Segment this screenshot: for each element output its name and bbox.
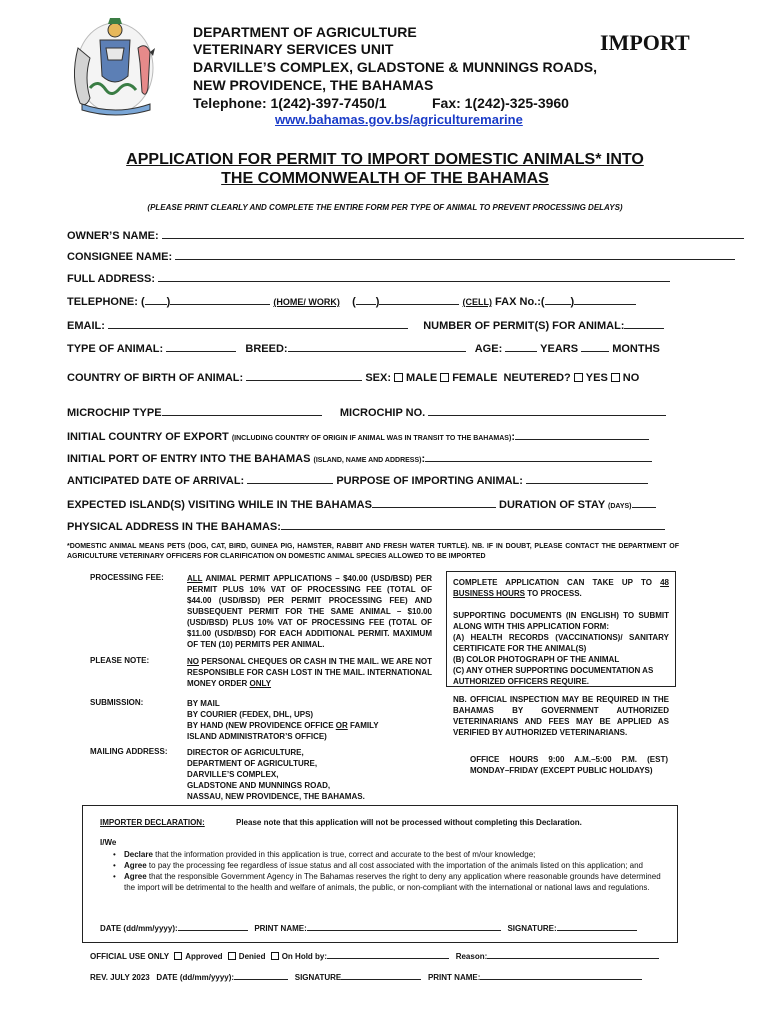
owner-name-row (67, 229, 744, 242)
telephone-row: TELEPHONE: ( ) (HOME/ WORK) ( ) (CELL) FAX No.:( ) (67, 295, 636, 308)
islands-label: EXPECTED ISLAND(S) VISITING WHILE IN THE BAHAMAS (67, 499, 372, 511)
decl-date-label: DATE (dd/mm/yyyy): (100, 924, 178, 933)
owner-name-field[interactable] (162, 229, 744, 239)
no-label: NO (622, 372, 640, 384)
animal-type-row (67, 342, 660, 355)
please-note-text (187, 656, 432, 689)
female-label: FEMALE (452, 372, 498, 384)
decl-signature-field[interactable] (557, 923, 637, 931)
note-only: ONLY (249, 679, 272, 688)
port-entry-note: (ISLAND, NAME AND ADDRESS) (313, 457, 422, 464)
microchip-type-field[interactable] (162, 406, 322, 416)
email-label: EMAIL: (67, 320, 105, 332)
purpose-label: PURPOSE OF IMPORTING ANIMAL: (336, 475, 523, 487)
decl-date-field[interactable] (178, 923, 248, 931)
home-work-label: (HOME/ WORK) (273, 297, 340, 307)
submission-label: SUBMISSION: (90, 698, 144, 707)
physical-address-label: PHYSICAL ADDRESS IN THE BAHAMAS: (67, 521, 281, 533)
islands-row (67, 498, 656, 511)
permits-field[interactable] (624, 319, 664, 329)
years-label: YEARS (540, 343, 579, 355)
submission-hand (187, 720, 432, 731)
neutered-no-checkbox[interactable] (611, 373, 620, 382)
arrival-label: ANTICIPATED DATE OF ARRIVAL: (67, 475, 245, 487)
declaration-sign-row (100, 923, 637, 934)
arrival-row (67, 474, 648, 487)
denied-checkbox[interactable] (228, 952, 236, 960)
submission-island: ISLAND ADMINISTRATOR’S OFFICE) (187, 732, 327, 741)
mailing-address-text (187, 747, 432, 802)
mail-line3: DARVILLE’S COMPLEX, (187, 770, 279, 779)
breed-field[interactable] (288, 342, 466, 352)
coat-of-arms-seal (50, 18, 190, 118)
mail-line1: DIRECTOR OF AGRICULTURE, (187, 748, 304, 757)
revision-label: REV. JULY 2023 (90, 973, 150, 982)
birth-country-label: COUNTRY OF BIRTH OF ANIMAL: (67, 372, 244, 384)
birth-country-field[interactable] (246, 371, 362, 381)
animal-type-field[interactable] (166, 342, 236, 352)
approved-label: Approved (185, 952, 223, 961)
processing-fee-label: PROCESSING FEE: (90, 573, 164, 582)
onhold-field[interactable] (327, 951, 449, 959)
permits-label: NUMBER OF PERMIT(S) FOR ANIMAL: (423, 320, 625, 332)
denied-label: Denied (238, 952, 266, 961)
breed-label: BREED: (245, 343, 288, 355)
purpose-field[interactable] (526, 474, 648, 484)
days-label: (DAYS) (608, 503, 632, 510)
iwe-label: I/We (100, 838, 117, 847)
official-signature-field[interactable] (341, 972, 421, 980)
header-telephone: Telephone: 1(242)-397-7450/1 (193, 95, 387, 111)
official-print-label: PRINT NAME: (427, 973, 481, 982)
website-link[interactable]: www.bahamas.gov.bs/agriculturemarine (275, 112, 523, 127)
cell-label: (CELL) (462, 297, 492, 307)
physical-address-row (67, 520, 665, 533)
doc-c: (C) ANY OTHER SUPPORTING DOCUMENTATION AS AUTHORIZED OFFICERS REQUIRE. (453, 666, 654, 686)
consignee-label: CONSIGNEE NAME: (67, 251, 173, 263)
telephone-field[interactable] (170, 295, 270, 305)
microchip-type-label: MICROCHIP TYPE (67, 407, 162, 419)
domestic-animal-note: *DOMESTIC ANIMAL MEANS PETS (DOG, CAT, BIRD, GUINEA PIG, HAMSTER, RABBIT AND FRESH WATER TURTLE). NB. IF IN DOUBT, PLEASE CONTACT THE DEPARTMENT OF AGRICULTURE VETERINARY OFFICERS FOR CLARIFICATION ON DOMESTIC ANIMAL SPECIES ALLOWED TO BE IMPORTED (67, 543, 679, 560)
header-address2: NEW PROVIDENCE, THE BAHAMAS (193, 77, 434, 93)
submission-text (187, 698, 432, 742)
declare-word: Declare (124, 850, 153, 859)
mail-line5: NASSAU, NEW PROVIDENCE, THE BAHAMAS. (187, 792, 365, 801)
age-label: AGE: (474, 343, 503, 355)
form-type-label: IMPORT (600, 30, 690, 55)
declaration-warning: Please note that this application will not be processed without completing this Declaration. (236, 818, 582, 827)
approved-checkbox[interactable] (174, 952, 182, 960)
address-field[interactable] (158, 272, 670, 282)
consignee-row (67, 250, 735, 263)
fax-area-field[interactable] (545, 295, 571, 305)
form-title-line2: THE COMMONWEALTH OF THE BAHAMAS (221, 170, 549, 187)
onhold-label: On Hold by: (281, 952, 328, 961)
submission-mail: BY MAIL (187, 699, 220, 708)
fax-field[interactable] (574, 295, 636, 305)
sex-label: SEX: (365, 372, 392, 384)
mail-line4: GLADSTONE AND MUNNINGS ROAD, (187, 781, 331, 790)
agree-word: Agree (124, 861, 147, 870)
export-country-note: (INCLUDING COUNTRY OF ORIGIN IF ANIMAL WAS IN TRANSIT TO THE BAHAMAS) (231, 435, 512, 442)
agree-rights-text: that the responsible Government Agency in The Bahamas reserves the right to deny any application where reasonable grounds have determined the import will be detrimental to the health and welfare of animals, the public, or non-compliant with the international or national laws and regulations. (124, 872, 661, 892)
export-country-label: INITIAL COUNTRY OF EXPORT (67, 431, 229, 443)
mailing-address-label: MAILING ADDRESS: (90, 747, 168, 756)
inspection-note: NB. OFFICIAL INSPECTION MAY BE REQUIRED IN THE BAHAMAS BY GOVERNMENT AUTHORIZED VETERINARIANS AND FEES MAY BE APPLIED AS VERIFIED BY AUTHORIZED VETERINARIANS. (453, 695, 669, 737)
office-hours: OFFICE HOURS 9:00 A.M.–5:00 P.M. (EST) MONDAY–FRIDAY (EXCEPT PUBLIC HOLIDAYS) (470, 755, 668, 775)
port-entry-label: INITIAL PORT OF ENTRY INTO THE BAHAMAS (67, 453, 311, 465)
export-country-row: INITIAL COUNTRY OF EXPORT (INCLUDING COUNTRY OF ORIGIN IF ANIMAL WAS IN TRANSIT TO THE BAHAMAS): (67, 430, 649, 443)
please-note-label: PLEASE NOTE: (90, 656, 150, 665)
rev-row (90, 972, 642, 983)
age-years-field[interactable] (505, 342, 537, 352)
form-title-line1: APPLICATION FOR PERMIT TO IMPORT DOMESTIC ANIMALS* INTO (126, 151, 644, 168)
instruction-text: (PLEASE PRINT CLEARLY AND COMPLETE THE ENTIRE FORM PER TYPE OF ANIMAL TO PREVENT PROCESSING DELAYS) (147, 203, 623, 212)
duration-field[interactable] (632, 498, 656, 508)
port-entry-field[interactable] (425, 452, 652, 462)
supporting-docs: SUPPORTING DOCUMENTS (IN ENGLISH) TO SUBMIT ALONG WITH THIS APPLICATION FORM: (453, 611, 669, 631)
to-process: TO PROCESS. (527, 589, 582, 598)
email-row (67, 319, 664, 332)
consignee-field[interactable] (175, 250, 735, 260)
declaration-label: IMPORTER DECLARATION: (100, 818, 205, 827)
submission-courier: BY COURIER (FEDEX, DHL, UPS) (187, 710, 314, 719)
official-row (90, 951, 659, 962)
telephone-area-field[interactable] (145, 295, 167, 305)
microchip-no-field[interactable] (428, 406, 666, 416)
physical-address-field[interactable] (281, 520, 665, 530)
arrival-field[interactable] (247, 474, 333, 484)
reason-field[interactable] (487, 951, 659, 959)
official-date-field[interactable] (234, 972, 288, 980)
header-unit: VETERINARY SERVICES UNIT (193, 41, 394, 57)
neutered-label: NEUTERED? (503, 372, 571, 384)
microchip-row (67, 406, 666, 419)
reason-label: Reason: (455, 952, 488, 961)
header-dept: DEPARTMENT OF AGRICULTURE (193, 24, 417, 40)
processing-all: ALL (187, 574, 203, 583)
declaration-item (110, 860, 670, 871)
duration-label: DURATION OF STAY (499, 499, 605, 511)
official-print-field[interactable] (480, 972, 642, 980)
islands-field[interactable] (372, 498, 496, 508)
processing-body: ANIMAL PERMIT APPLICATIONS – $40.00 (USD/BSD) PER PERMIT PLUS 10% VAT OF PROCESSING FEE (TOTAL OF $44.00 (USD/BSD) PER PERMIT PROCESSING FEE) AND SUBSEQUENT PERMIT FOR THE SAME ANIMAL – $10.00 (USD/BSD) PLUS 10% VAT OF PROCESSING FEE (TOTAL OF $11.00 (USD/BSD) FOR EACH ADDITIONAL PERMIT. MAXIMUM OF TEN (10) PERMITS PER ANIMAL. (187, 574, 432, 649)
note-no: NO (187, 657, 199, 666)
onhold-checkbox[interactable] (271, 952, 279, 960)
months-label: MONTHS (612, 343, 660, 355)
note-body: PERSONAL CHEQUES OR CASH IN THE MAIL. WE ARE NOT RESPONSIBLE FOR CASH LOST IN THE MAIL. INTERNATIONAL MONEY ORDER (187, 657, 432, 688)
age-months-field[interactable] (581, 342, 609, 352)
processing-fee-text (187, 573, 432, 650)
female-checkbox[interactable] (440, 373, 449, 382)
neutered-yes-checkbox[interactable] (574, 373, 583, 382)
declare-text: that the information provided in this application is true, correct and accurate to the best of m/our knowledge; (155, 850, 536, 859)
declaration-item (110, 849, 670, 860)
agree-text: to pay the processing fee regardless of issue status and all cost associated with the importation of the animals listed on this application; and (148, 861, 643, 870)
address-label: FULL ADDRESS: (67, 273, 155, 285)
address-row (67, 272, 670, 285)
doc-a: (A) HEALTH RECORDS (VACCINATIONS)/ SANITARY CERTIFICATE FOR THE ANIMAL(S) (453, 633, 669, 653)
decl-print-label: PRINT NAME: (254, 924, 307, 933)
export-country-field[interactable] (515, 430, 649, 440)
official-date-label: DATE (dd/mm/yyyy): (156, 973, 235, 982)
submission-hand-a: BY HAND (NEW PROVIDENCE OFFICE (187, 721, 334, 730)
header-fax: Fax: 1(242)-325-3960 (432, 95, 569, 111)
official-signature-label: SIGNATURE (294, 973, 342, 982)
submission-hand-b: FAMILY (350, 721, 379, 730)
fax-label: FAX No.:( (495, 296, 545, 308)
header-address1: DARVILLE’S COMPLEX, GLADSTONE & MUNNINGS ROADS, (193, 59, 597, 75)
decl-signature-label: SIGNATURE: (507, 924, 557, 933)
animal-type-label: TYPE OF ANIMAL: (67, 343, 164, 355)
agree-word: Agree (124, 872, 147, 881)
cell-field[interactable] (379, 295, 459, 305)
birth-country-row (67, 371, 639, 384)
male-checkbox[interactable] (394, 373, 403, 382)
submission-or: OR (335, 721, 348, 730)
form-title (0, 150, 770, 188)
declaration-item (110, 871, 670, 893)
port-entry-row: INITIAL PORT OF ENTRY INTO THE BAHAMAS (ISLAND, NAME AND ADDRESS): (67, 452, 652, 465)
email-field[interactable] (108, 319, 408, 329)
mail-line2: DEPARTMENT OF AGRICULTURE, (187, 759, 318, 768)
telephone-label: TELEPHONE: ( (67, 296, 145, 308)
official-label: OFFICIAL USE ONLY (90, 952, 169, 961)
microchip-no-label: MICROCHIP NO. (339, 407, 426, 419)
business-hours: 48 BUSINESS HOURS (453, 578, 669, 598)
complete-line: COMPLETE APPLICATION CAN TAKE UP TO (453, 578, 652, 587)
complete-text (453, 577, 669, 599)
doc-b: (B) COLOR PHOTOGRAPH OF THE ANIMAL (453, 655, 620, 664)
male-label: MALE (406, 372, 438, 384)
declaration-list (110, 849, 670, 893)
owner-name-label: OWNER’S NAME: (67, 230, 159, 242)
cell-area-field[interactable] (356, 295, 376, 305)
yes-label: YES (585, 372, 608, 384)
decl-print-field[interactable] (307, 923, 501, 931)
